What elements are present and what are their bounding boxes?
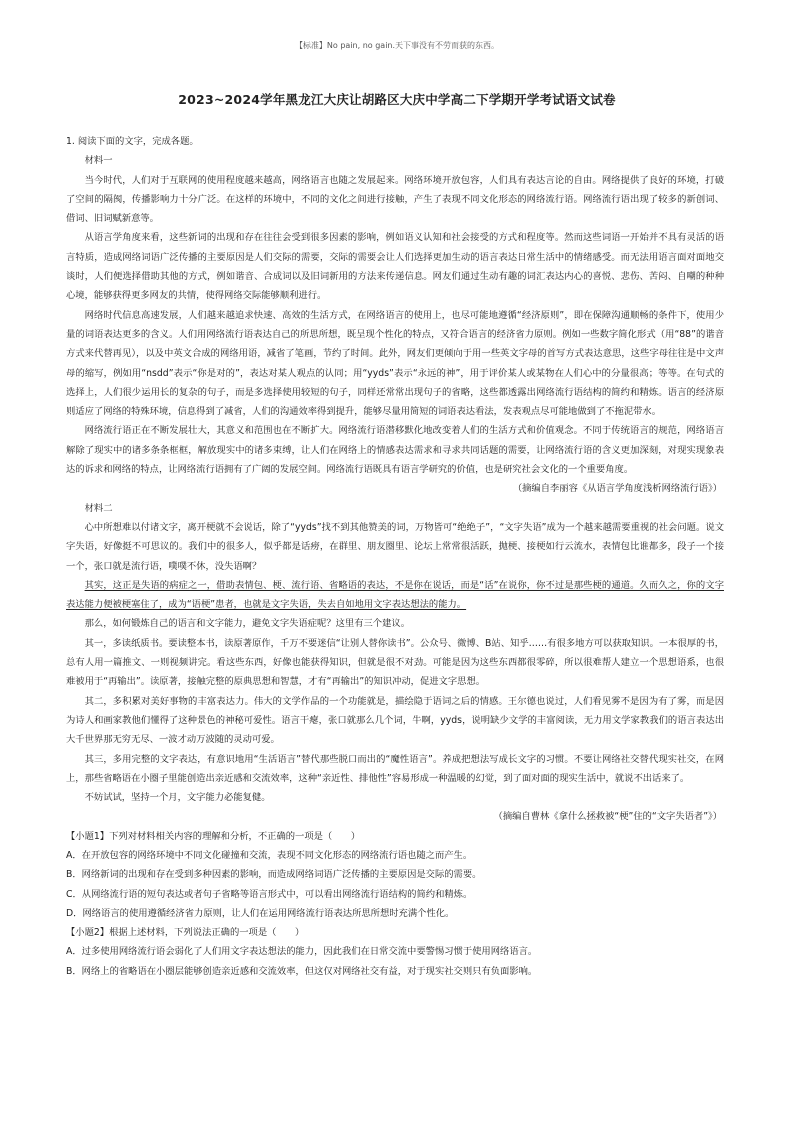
material2-paragraph: 其三，多用完整的文字表达，有意识地用“生活语言”替代那些脱口而出的“魔性语言”。养成把想法写成长文字的习惯。不要让网络社交替代现实社交，在网上，那些省略语在小圈子里能创造出亲近感和交流效率，这种“亲近性、排他性”容易形成一种温暖的幻觉，到了面对面的现实生活中，就说不出话来了。 (66, 753, 724, 784)
question-1-option: B．网络新词的出现和存在受到多种因素的影响，而造成网络词语广泛传播的主要原因是交际的需要。 (66, 869, 482, 881)
material1-paragraph: 网络流行语正在不断发展壮大，其意义和范围也在不断扩大。网络流行语潜移默化地改变着人们的生活方式和价值观念。不同于传统语言的规范，网络语言解除了现实中的诸多条条框框，解放现实中的诸多束缚，让人们在网络上的情感表达需求和寻求共同话题的需要，让网络流行语的含义更加深刻，对现实现象表达的诉求和网络的特点，让网络流行语拥有了广阔的发展空间。网络流行语既具有语言学研究的价值，也是研究社会文化的一个重要角度。 (66, 425, 724, 476)
question-1-option: C．从网络流行语的短句表达或者句子省略等语言形式中，可以看出网络流行语结构的简约和精炼。 (66, 888, 473, 900)
material1-paragraph: 网络时代信息高速发展，人们越来越追求快速、高效的生活方式，在网络语言的使用上，也尽可能地遵循“经济原则”，即在保障沟通顺畅的条件下，使用少量的词语表达更多的含义。人们用网络流行语表达自己的所思所想，既呈现个性化的特点，又符合语言的经济省力原则。例如一些数字简化形式（用“88”的谐音方式来代替再见），以及中英文合成的网络用语，减省了笔画，节约了时间。此外，网友们更倾向于用一些英文字母的首写方式表达意思，这些字母往往是中文声母的缩写，例如用“nsdd”表示“你是对的”，表达对某人观点的认同；用“yyds”表示“永远的神”，用于评价某人或某物在人们心中的分量很高；等等。在句式的选择上，人们很少运用长的复杂的句子，而是多选择使用较短的句子，同样还常常出现句子的省略，这些都透露出网络流行语结构的简约和精炼。语言的经济原则适应了网络的特殊环境，信息得到了减省，人们的沟通效率得到提升，能够尽量用简短的词语表达看法，发表观点尽可能地做到了不拖泥带水。 (66, 309, 724, 418)
material1-paragraph: 从语言学角度来看，这些新词的出现和存在往往会受到很多因素的影响，例如语义认知和社会接受的方式和程度等。然而这些词语一开始并不具有灵活的语言特质，造成网络词语广泛传播的主要原因是人们交际的需要，交际的需要会让人们选择更加生动的语言表达日常生活中的情绪感受。而无法用语言面对面地交谈时，人们便选择借助其他的方式，例如谐音、合成词以及旧词新用的方法来传递信息。网友们通过生动有趣的词汇表达内心的喜悦、悲伤、苦闷、自嘲的种种心境，能够获得更多网友的共情，使得网络交际能够顺利进行。 (66, 232, 724, 302)
question-intro: 1. 阅读下面的文字，完成各题。 (66, 136, 199, 147)
material1-label: 材料一 (84, 155, 113, 167)
question-2-stem: 【小题2】根据上述材料，下列说法正确的一项是（ ） (66, 927, 305, 939)
question-1-option: D．网络语言的使用遵循经济省力原则，让人们在运用网络流行语表达所思所想时充满个性化。 (66, 907, 455, 919)
material2-paragraph: 不妨试试，坚持一个月，文字能力必能复健。 (84, 792, 271, 804)
material2-source: （摘编自曹林《拿什么拯救被“梗”住的“文字失语者”》） (493, 811, 722, 823)
material2-paragraph: 心中所想难以付诸文字，离开梗就不会说话，除了“yyds”找不到其他赞美的词，万物皆可“绝绝子”，“文字失语”成为一个越来越需要重视的社会问题。说文字失语，好像挺不可思议的。我们中的很多人，似乎都是话痨，在群里、朋友圈里、论坛上常常很活跃，抛梗、接梗如行云流水，表情包比谁都多，段子一个接一个，张口就是流行语，噗噗不休，没失语啊？ (66, 521, 724, 572)
question-2-option: A．过多使用网络流行语会弱化了人们用文字表达想法的能力，因此我们在日常交流中要警惕习惯于使用网络语言。 (66, 946, 538, 958)
page-title: 2023~2024学年黑龙江大庆让胡路区大庆中学高二下学期开学考试语文试卷 (178, 92, 616, 107)
question-1-stem: 【小题1】下列对材料相关内容的理解和分析，不正确的一项是（ ） (66, 830, 361, 842)
material2-paragraph: 那么，如何锻炼自己的语言和文字能力，避免文字失语症呢？这里有三个建议。 (84, 618, 410, 630)
question-2-option: B．网络上的省略语在小圈层能够创造亲近感和交流效率，但这仅对网络社交有益，对于现实社交则只有负面影响。 (66, 965, 538, 977)
material1-paragraph: 当今时代，人们对于互联网的使用程度越来越高，网络语言也随之发展起来。网络环境开放包容，人们具有表达言论的自由。网络提供了良好的环境，打破了空间的隔阂，传播影响力十分广泛。在这样的环境中，不同的文化之间进行接触，产生了表现不同文化形态的网络流行语。网络流行语出现了较多的新创词、借词、旧词赋新意等。 (66, 174, 724, 225)
header-note: 【标准】No pain, no gain.天下事没有不劳而获的东西。 (294, 41, 500, 50)
material2-paragraph: 其一，多读纸质书。要读整本书，读原著原作，千万不要迷信“让别人替你读书”。公众号、微博、B站、知乎……有很多地方可以获取知识。一本很厚的书，总有人用一篇推文、一则视频讲完。看这些东西，好像也能获得知识，但就是很不对劲。可能是因为这些东西都很零碎，所以很难帮人建立一个思想语系，也很难被用于“再输出”。读原著，接触完整的原典思想和智慧，才有“再输出”的知识冲动，促进文字思想。 (66, 637, 724, 688)
material1-source: （摘编自李丽容《从语言学角度浅析网络流行语》） (512, 483, 722, 495)
material2-underlined-paragraph: 其实，这正是失语的病症之一，借助表情包、梗、流行语、省略语的表达，不是你在说话，而是“话”在说你，你不过是那些梗的通道。久而久之，你的文字表达能力便被梗塞住了，成为“语梗”患者，也就是文字失语，失去自如地用文字表达想法的能力。 (66, 579, 724, 611)
material2-paragraph: 其二，多积累对美好事物的丰富表达力。伟大的文学作品的一个功能就是，描绘隐于语词之后的情感。王尔德也说过，人们看见雾不是因为有了雾，而是因为诗人和画家教他们懂得了这种景色的神秘可爱性。语言干瘪，张口就那么几个词，牛啊，yyds，说明缺少文学的丰富阅读，无力用文学家教我们的语言表达出大千世界那无穷无尽、一波才动万波随的灵动可爱。 (66, 695, 724, 746)
material2-label: 材料二 (84, 502, 113, 514)
document-body (66, 132, 724, 981)
question-1-option: A．在开放包容的网络环境中不同文化碰撞和交流，表现不同文化形态的网络流行语也随之而产生。 (66, 849, 473, 861)
